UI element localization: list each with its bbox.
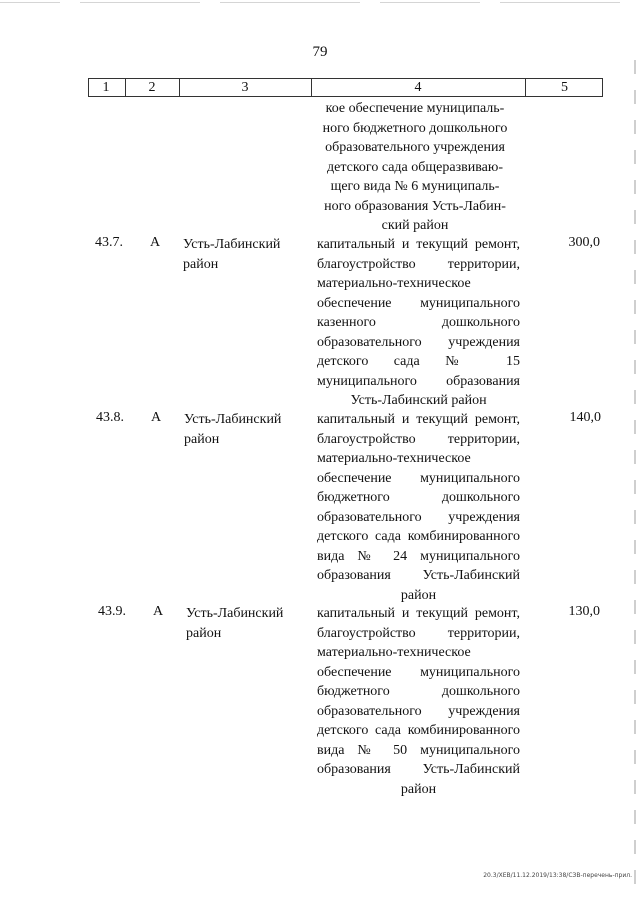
header-col-3: 3 bbox=[241, 80, 249, 95]
continued-description bbox=[311, 99, 519, 236]
row-amount: 140,0 bbox=[569, 410, 601, 425]
row-description: капитальный и текущий ремонт, благоустройство территории, материально-техническое обеспечение муниципального бюджетного дошкольного образовательного учреждения детского сада комбинированного вида № 24 муниципального образования Усть-Лабинский район bbox=[317, 412, 520, 603]
table-header bbox=[88, 78, 603, 97]
header-col-4: 4 bbox=[414, 80, 422, 95]
continued-line: ский район bbox=[381, 218, 449, 233]
header-col-2: 2 bbox=[148, 80, 156, 95]
row-group: А bbox=[151, 410, 162, 425]
scan-edge-top bbox=[0, 0, 640, 10]
row-amount: 300,0 bbox=[568, 235, 600, 250]
row-territory: Усть-Лабинский район bbox=[184, 412, 282, 447]
continued-line: ного бюджетного дошкольного bbox=[322, 120, 508, 136]
continued-line: щего вида № 6 муниципаль- bbox=[330, 179, 500, 194]
row-group: А bbox=[153, 604, 164, 619]
continued-line: детского сада общеразвиваю- bbox=[327, 159, 503, 175]
scan-edge-right bbox=[634, 60, 636, 900]
continued-line: образовательного учреждения bbox=[325, 140, 505, 155]
row-description: капитальный и текущий ремонт, благоустройство территории, материально-техническое обеспечение муниципального бюджетного дошкольного образовательного учреждения детского сада комбинированного вида № 50 муниципального образования Усть-Лабинский район bbox=[317, 606, 520, 797]
row-number: 43.8. bbox=[96, 410, 124, 425]
document-footer-code: 20.3/ХЕВ/11.12.2019/13:38/СЗВ-перечень-прил. bbox=[483, 872, 632, 879]
header-col-5: 5 bbox=[561, 80, 568, 95]
header-col-1: 1 bbox=[102, 80, 110, 95]
row-territory: Усть-Лабинский район bbox=[183, 237, 281, 272]
continued-line: ного образования Усть-Лабин- bbox=[324, 198, 506, 214]
row-territory: Усть-Лабинский район bbox=[186, 606, 284, 641]
page-number: 79 bbox=[312, 44, 328, 60]
row-number: 43.7. bbox=[95, 235, 123, 250]
row-amount: 130,0 bbox=[568, 604, 600, 619]
table-border bbox=[602, 79, 603, 96]
row-group: А bbox=[150, 235, 161, 250]
continued-line: кое обеспечение муниципаль- bbox=[325, 101, 505, 116]
row-description: капитальный и текущий ремонт, благоустройство территории, материально-техническое обеспечение муниципального казенного дошкольного образовательного учреждения детского сада № 15 муниципального образования Усть-Лабинский район bbox=[317, 237, 520, 408]
row-number: 43.9. bbox=[98, 604, 126, 619]
